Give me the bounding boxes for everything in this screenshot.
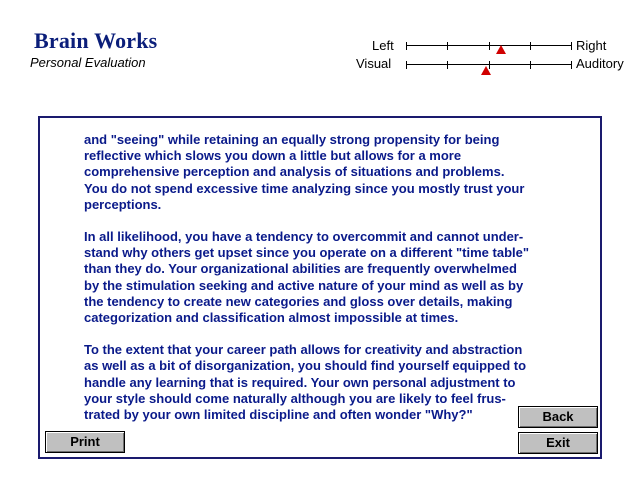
scale-tick <box>447 61 448 69</box>
back-button[interactable]: Back <box>518 406 598 428</box>
report-text[interactable] <box>84 132 584 439</box>
scale-tick <box>406 42 407 50</box>
scale-right-label: Right <box>576 38 607 53</box>
scale-auditory-label: Auditory <box>576 56 624 71</box>
print-button[interactable]: Print <box>45 431 125 453</box>
app-subtitle: Personal Evaluation <box>30 55 146 70</box>
scale-tick <box>447 42 448 50</box>
scale-tick <box>571 42 572 50</box>
scale-tick <box>530 61 531 69</box>
scale-tick <box>406 61 407 69</box>
scale-tick <box>489 42 490 50</box>
report-paragraph: In all likelihood, you have a tendency to overcommit and cannot under- stand why others get upset since you operate on a different "time table" than they do. Your organizational abilities are frequently overwhelmed by the stimulation seeking and active nature of your mind as well as by the tendency to create new categories and gloss over details, making categorization and classification almost impossible at times. <box>84 229 530 326</box>
scale-left-right-track <box>406 45 572 46</box>
report-paragraph: To the extent that your career path allows for creativity and abstraction as well as a bit of disorganization, you should find yourself equipped to handle any learning that is required. Your own personal adjustment to your style should come naturally although you are likely to feel frus- trated by your own limited discipline and often wonder "Why?" <box>84 342 527 423</box>
scale-left-label: Left <box>372 38 394 53</box>
scale-visual-auditory-marker-icon <box>481 66 491 75</box>
exit-button[interactable]: Exit <box>518 432 598 454</box>
scale-visual-auditory-track <box>406 64 572 65</box>
scale-visual-label: Visual <box>356 56 392 71</box>
scale-tick <box>571 61 572 69</box>
app-title: Brain Works <box>34 28 158 53</box>
report-paragraph: and "seeing" while retaining an equally strong propensity for being reflective which slows you down a little but allows for a more comprehensive perception and analysis of situations and problems. You do not spend excessive time analyzing since you mostly trust your perceptions. <box>84 132 525 212</box>
scale-tick <box>530 42 531 50</box>
scale-left-right-marker-icon <box>496 45 506 54</box>
